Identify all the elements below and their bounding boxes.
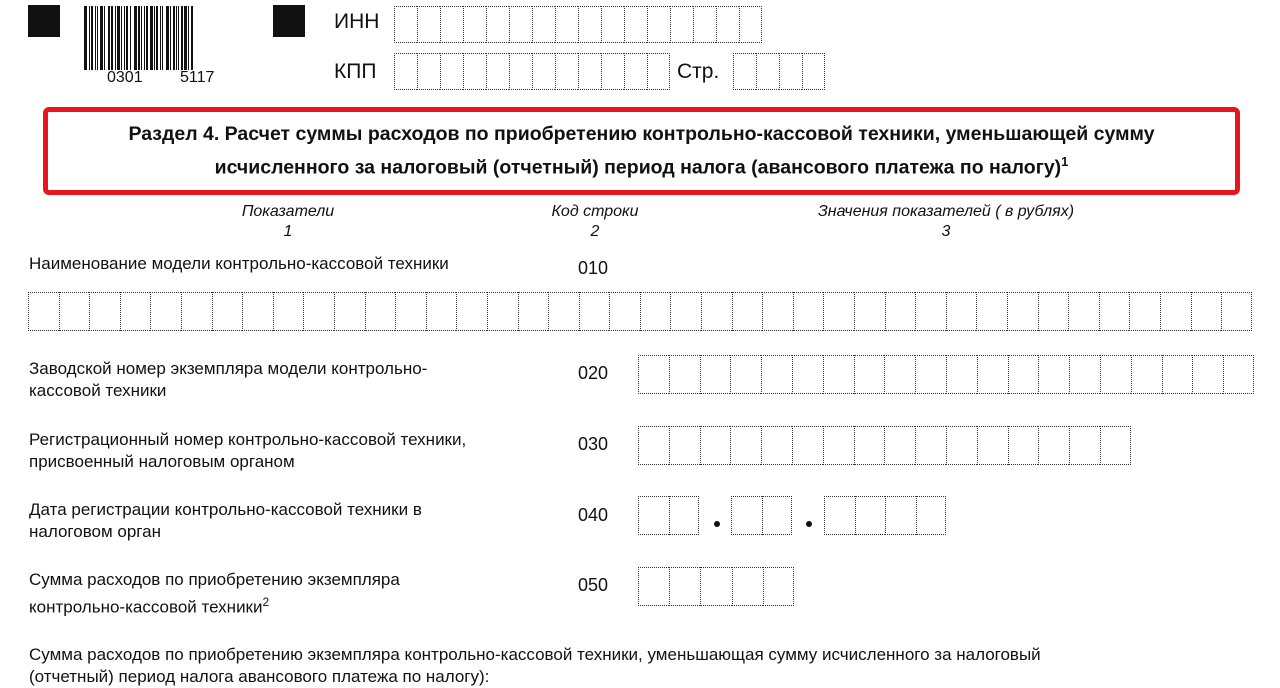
barcode-number-right: 5117 [180, 69, 215, 86]
barcode-bar [89, 6, 90, 70]
input-cell[interactable] [855, 496, 886, 535]
input-cell[interactable] [977, 355, 1008, 394]
section-title-frame [43, 107, 1240, 195]
input-cell[interactable] [89, 292, 120, 331]
column-header-2-title: Код строки [551, 203, 639, 220]
input-cell[interactable] [1160, 292, 1191, 331]
footer-description-line2: (отчетный) период налога авансового платежа по налогу): [29, 667, 490, 686]
row-050-label-footnote: 2 [262, 595, 270, 609]
input-cell[interactable] [1099, 292, 1130, 331]
inn-label: ИНН [334, 10, 380, 33]
input-cell[interactable] [181, 292, 212, 331]
barcode-bar [156, 6, 158, 70]
input-cell[interactable] [669, 496, 700, 535]
input-cell[interactable] [120, 292, 151, 331]
barcode-bar [144, 6, 145, 70]
row-030-label [29, 429, 466, 473]
input-cell[interactable] [1038, 426, 1069, 465]
input-cell[interactable] [977, 426, 1008, 465]
input-cell[interactable] [670, 6, 693, 43]
row-040-day-field[interactable] [638, 496, 699, 535]
barcode-bar [184, 6, 187, 70]
input-cell[interactable] [394, 6, 417, 43]
input-cell[interactable] [624, 6, 647, 43]
input-cell[interactable] [440, 53, 463, 90]
input-cell[interactable] [638, 496, 669, 535]
input-cell[interactable] [915, 355, 946, 394]
input-cell[interactable] [579, 292, 610, 331]
input-cell[interactable] [59, 292, 90, 331]
row-050-label [29, 569, 400, 619]
barcode-bar [134, 6, 137, 70]
input-cell[interactable] [242, 292, 273, 331]
column-header-1 [188, 202, 388, 242]
input-cell[interactable] [426, 292, 457, 331]
input-cell[interactable] [885, 496, 916, 535]
input-cell[interactable] [1162, 355, 1193, 394]
input-cell[interactable] [701, 292, 732, 331]
row-030-label-line2: присвоенный налоговым органом [29, 452, 295, 471]
input-cell[interactable] [486, 53, 509, 90]
input-cell[interactable] [716, 6, 739, 43]
input-cell[interactable] [792, 355, 823, 394]
input-cell[interactable] [601, 6, 624, 43]
corner-marker-left [28, 5, 60, 37]
barcode-bar [154, 6, 155, 70]
barcode-bar [146, 6, 148, 70]
row-040-month-field[interactable] [731, 496, 792, 535]
input-cell[interactable] [976, 292, 1007, 331]
input-cell[interactable] [486, 6, 509, 43]
footer-description-line1: Сумма расходов по приобретению экземпляра контрольно-кассовой техники, уменьшающая сумму исчисленного за налоговый [29, 645, 1041, 664]
input-cell[interactable] [732, 567, 763, 606]
input-cell[interactable] [212, 292, 243, 331]
kpp-label: КПП [334, 60, 377, 83]
section-title-line2: исчисленного за налоговый (отчетный) период налога (авансового платежа по налогу) [214, 156, 1062, 179]
row-040-label-line2: налоговом орган [29, 522, 161, 541]
barcode-bar [176, 6, 177, 70]
input-cell[interactable] [578, 6, 601, 43]
input-cell[interactable] [884, 355, 915, 394]
row-010-label-line1: Наименование модели контрольно-кассовой техники [29, 254, 449, 273]
input-cell[interactable] [670, 292, 701, 331]
input-cell[interactable] [555, 53, 578, 90]
row-030-label-line1: Регистрационный номер контрольно-кассовой техники, [29, 430, 467, 449]
barcode-bar [166, 6, 169, 70]
barcode-bar [150, 6, 153, 70]
barcode-bar [124, 6, 125, 70]
barcode-bar [121, 6, 122, 70]
row-010-field[interactable] [28, 292, 1252, 331]
input-cell[interactable] [395, 292, 426, 331]
kpp-field[interactable] [394, 53, 670, 90]
input-cell[interactable] [732, 292, 763, 331]
row-020-label [29, 358, 427, 402]
input-cell[interactable] [624, 53, 647, 90]
input-cell[interactable] [273, 292, 304, 331]
input-cell[interactable] [417, 53, 440, 90]
input-cell[interactable] [669, 567, 700, 606]
input-cell[interactable] [638, 355, 669, 394]
row-040-code: 040 [578, 505, 609, 525]
input-cell[interactable] [854, 355, 885, 394]
input-cell[interactable] [946, 426, 977, 465]
column-header-3-number: 3 [941, 223, 951, 240]
row-040-year-field[interactable] [824, 496, 946, 535]
barcode-bar [162, 6, 163, 70]
input-cell[interactable] [640, 292, 671, 331]
input-cell[interactable] [885, 292, 916, 331]
input-cell[interactable] [1221, 292, 1252, 331]
input-cell[interactable] [793, 292, 824, 331]
input-cell[interactable] [647, 6, 670, 43]
input-cell[interactable] [1223, 355, 1254, 394]
row-050-field[interactable] [638, 567, 794, 606]
section-title-line1: Раздел 4. Расчет суммы расходов по приобретению контрольно-кассовой техники, уменьшающей сумму [128, 123, 1155, 146]
column-header-1-number: 1 [283, 223, 293, 240]
input-cell[interactable] [638, 567, 669, 606]
barcode-bar [104, 6, 105, 70]
input-cell[interactable] [1008, 426, 1039, 465]
input-cell[interactable] [823, 426, 854, 465]
footer-description [29, 644, 1041, 688]
input-cell[interactable] [854, 426, 885, 465]
input-cell[interactable] [915, 426, 946, 465]
barcode-bar [117, 6, 120, 70]
barcode-bar [100, 6, 103, 70]
input-cell[interactable] [303, 292, 334, 331]
column-header-3 [796, 202, 1096, 242]
date-separator-dot [806, 521, 812, 527]
row-010-label [29, 253, 449, 275]
input-cell[interactable] [916, 496, 947, 535]
barcode [84, 6, 226, 70]
input-cell[interactable] [700, 426, 731, 465]
barcode-bar [178, 6, 179, 70]
input-cell[interactable] [761, 355, 792, 394]
input-cell[interactable] [150, 292, 181, 331]
input-cell[interactable] [854, 292, 885, 331]
barcode-bar [130, 6, 131, 70]
row-010-code: 010 [578, 258, 609, 278]
input-cell[interactable] [823, 355, 854, 394]
input-cell[interactable] [532, 53, 555, 90]
input-cell[interactable] [669, 355, 700, 394]
input-cell[interactable] [763, 567, 794, 606]
row-020-code: 020 [578, 363, 609, 383]
row-050-code: 050 [578, 575, 609, 595]
barcode-bar [91, 6, 93, 70]
barcode-number-left: 0301 [107, 69, 143, 86]
input-cell[interactable] [609, 292, 640, 331]
input-cell[interactable] [1100, 355, 1131, 394]
column-header-2-number: 2 [590, 223, 600, 240]
input-cell[interactable] [1129, 292, 1160, 331]
input-cell[interactable] [532, 6, 555, 43]
input-cell[interactable] [762, 292, 793, 331]
input-cell[interactable] [463, 6, 486, 43]
input-cell[interactable] [1069, 355, 1100, 394]
input-cell[interactable] [518, 292, 549, 331]
barcode-bar [188, 6, 189, 70]
column-header-3-title: Значения показателей ( в рублях) [817, 203, 1075, 220]
input-cell[interactable] [915, 292, 946, 331]
barcode-bar [108, 6, 110, 70]
input-cell[interactable] [824, 496, 855, 535]
barcode-bar [115, 6, 116, 70]
barcode-bar [160, 6, 161, 70]
input-cell[interactable] [946, 355, 977, 394]
barcode-bar [97, 6, 98, 70]
row-040-label-line1: Дата регистрации контрольно-кассовой техники в [29, 500, 422, 519]
barcode-bar [181, 6, 183, 70]
input-cell[interactable] [739, 6, 762, 43]
inn-field[interactable] [394, 6, 762, 43]
input-cell[interactable] [334, 292, 365, 331]
barcode-bar [111, 6, 113, 70]
row-020-label-line1: Заводской номер экземпляра модели контрольно- [29, 359, 428, 378]
section-title-footnote: 1 [1061, 154, 1069, 170]
input-cell[interactable] [733, 53, 756, 90]
row-040-label [29, 499, 422, 543]
barcode-bar [138, 6, 140, 70]
input-cell[interactable] [1191, 292, 1222, 331]
barcode-bar [170, 6, 171, 70]
input-cell[interactable] [946, 292, 977, 331]
input-cell[interactable] [762, 496, 793, 535]
date-separator-dot [714, 521, 720, 527]
section-title [128, 120, 1154, 182]
barcode-bar [95, 6, 96, 70]
input-cell[interactable] [1068, 292, 1099, 331]
input-cell[interactable] [463, 53, 486, 90]
input-cell[interactable] [578, 53, 601, 90]
input-cell[interactable] [730, 426, 761, 465]
row-050-label-line1: Сумма расходов по приобретению экземпляра [29, 570, 400, 589]
column-header-2 [520, 202, 670, 242]
input-cell[interactable] [647, 53, 670, 90]
input-cell[interactable] [730, 355, 761, 394]
row-030-code: 030 [578, 434, 609, 454]
input-cell[interactable] [1100, 426, 1131, 465]
input-cell[interactable] [1192, 355, 1223, 394]
input-cell[interactable] [1069, 426, 1100, 465]
input-cell[interactable] [394, 53, 417, 90]
barcode-bar [84, 6, 87, 70]
input-cell[interactable] [417, 6, 440, 43]
row-050-label-line2: контрольно-кассовой техники [29, 597, 263, 617]
input-cell[interactable] [1038, 292, 1069, 331]
input-cell[interactable] [28, 292, 59, 331]
input-cell[interactable] [700, 355, 731, 394]
column-header-1-title: Показатели [241, 203, 335, 220]
input-cell[interactable] [456, 292, 487, 331]
barcode-bar [173, 6, 175, 70]
input-cell[interactable] [555, 6, 578, 43]
input-cell[interactable] [1007, 292, 1038, 331]
input-cell[interactable] [693, 6, 716, 43]
input-cell[interactable] [601, 53, 624, 90]
input-cell[interactable] [700, 567, 731, 606]
input-cell[interactable] [1038, 355, 1069, 394]
page-label: Стр. [677, 60, 720, 83]
barcode-bar [191, 6, 193, 70]
input-cell[interactable] [761, 426, 792, 465]
barcode-bar [126, 6, 128, 70]
input-cell[interactable] [487, 292, 518, 331]
page-number-field[interactable] [733, 53, 825, 90]
barcode-bar [141, 6, 142, 70]
row-020-label-line2: кассовой техники [29, 381, 167, 400]
input-cell[interactable] [884, 426, 915, 465]
input-cell[interactable] [779, 53, 802, 90]
row-020-field[interactable] [638, 355, 1254, 394]
input-cell[interactable] [756, 53, 779, 90]
input-cell[interactable] [802, 53, 825, 90]
input-cell[interactable] [792, 426, 823, 465]
input-cell[interactable] [1131, 355, 1162, 394]
input-cell[interactable] [1008, 355, 1039, 394]
input-cell[interactable] [669, 426, 700, 465]
input-cell[interactable] [509, 53, 532, 90]
input-cell[interactable] [509, 6, 532, 43]
input-cell[interactable] [638, 426, 669, 465]
corner-marker-right [273, 5, 305, 37]
input-cell[interactable] [440, 6, 463, 43]
input-cell[interactable] [365, 292, 396, 331]
input-cell[interactable] [548, 292, 579, 331]
row-030-field[interactable] [638, 426, 1131, 465]
input-cell[interactable] [731, 496, 762, 535]
input-cell[interactable] [823, 292, 854, 331]
